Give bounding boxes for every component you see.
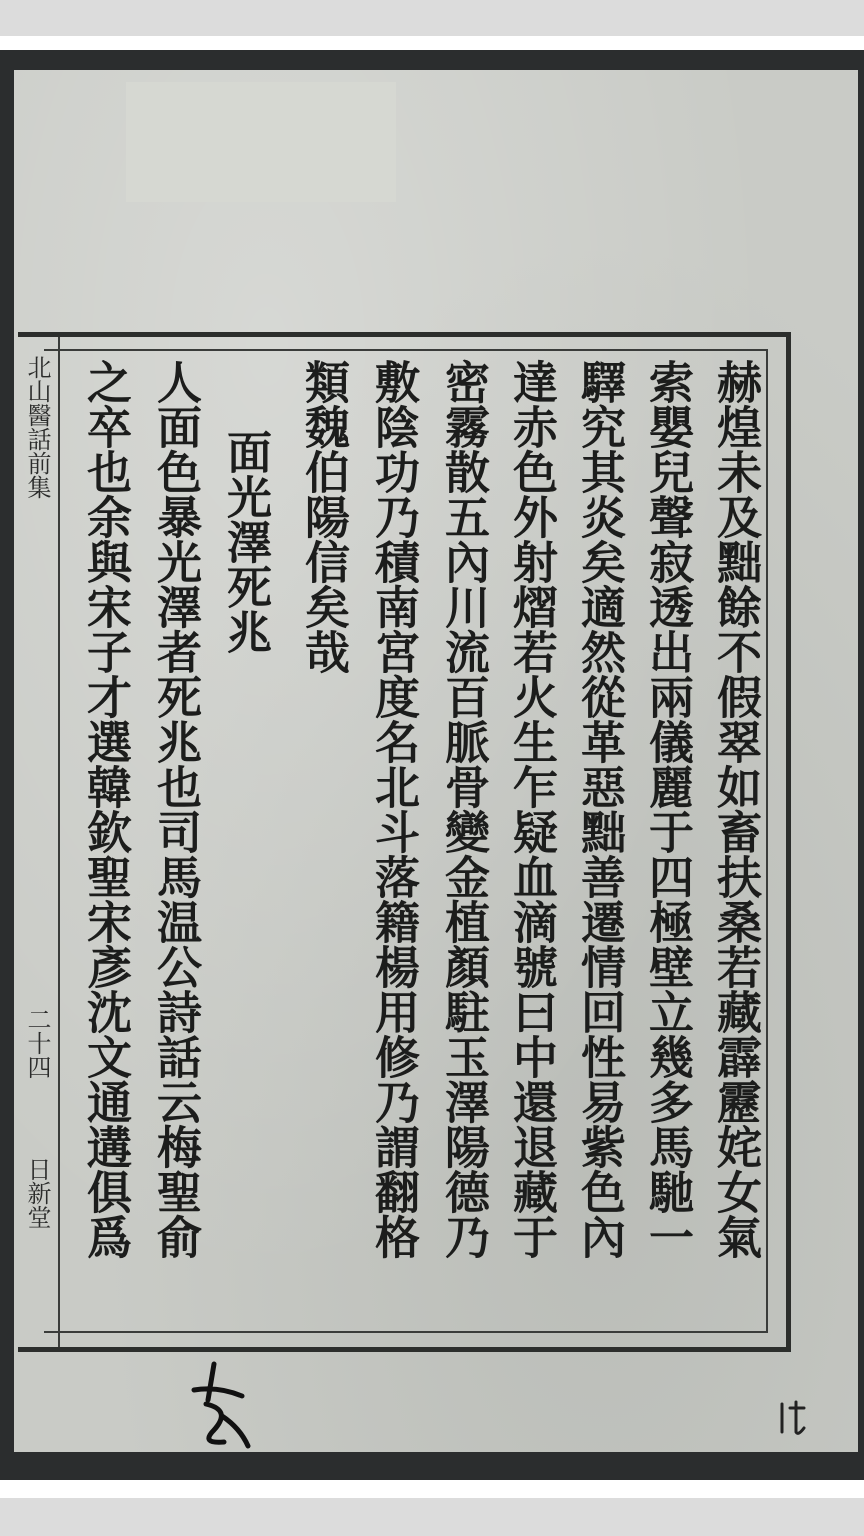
bottom-navigation-bar bbox=[0, 1498, 864, 1536]
text-column: 人面色暴光澤者死兆也司馬温公詩話云梅聖俞 bbox=[149, 359, 202, 1259]
text-column: 之卒也余與宋子才選韓欽聖宋彥沈文通遘俱爲 bbox=[79, 359, 132, 1259]
text-column: 索嬰兒聲寂透出兩儀麗于四極壁立幾多馬馳一 bbox=[641, 359, 694, 1259]
spine-publisher: 日新堂 bbox=[23, 1157, 51, 1229]
top-divider bbox=[0, 36, 864, 50]
text-column: 赫煌未及黜餘不假翠如畜扶桑若藏霹靂姹女氣 bbox=[709, 359, 762, 1259]
text-column: 類魏伯陽信矣哉 bbox=[297, 359, 350, 674]
paper-patch bbox=[126, 82, 396, 202]
bottom-divider bbox=[0, 1480, 864, 1498]
spine-folio-number: 二十四 bbox=[23, 1007, 51, 1079]
text-column: 敷陰功乃積南宮度名北斗落籍楊用修乃謂翻格 bbox=[367, 359, 420, 1259]
handwritten-mark bbox=[184, 1360, 254, 1450]
section-heading-column: 面光澤死兆 bbox=[219, 429, 272, 654]
text-column: 達赤色外射熠若火生乍疑血滴號曰中還退藏于 bbox=[505, 359, 558, 1259]
top-status-bar bbox=[0, 0, 864, 36]
text-column: 密霧散五內川流百脈骨變金植顏駐玉澤陽德乃 bbox=[437, 359, 490, 1259]
printed-frame bbox=[18, 332, 791, 1352]
spine-book-title: 北山醫話前集 bbox=[23, 355, 51, 499]
text-column: 驛究其炎矣適然從革惡黜善遷情回性易紫色內 bbox=[573, 359, 626, 1259]
book-page bbox=[14, 70, 858, 1452]
handwritten-mark-small bbox=[774, 1398, 814, 1438]
